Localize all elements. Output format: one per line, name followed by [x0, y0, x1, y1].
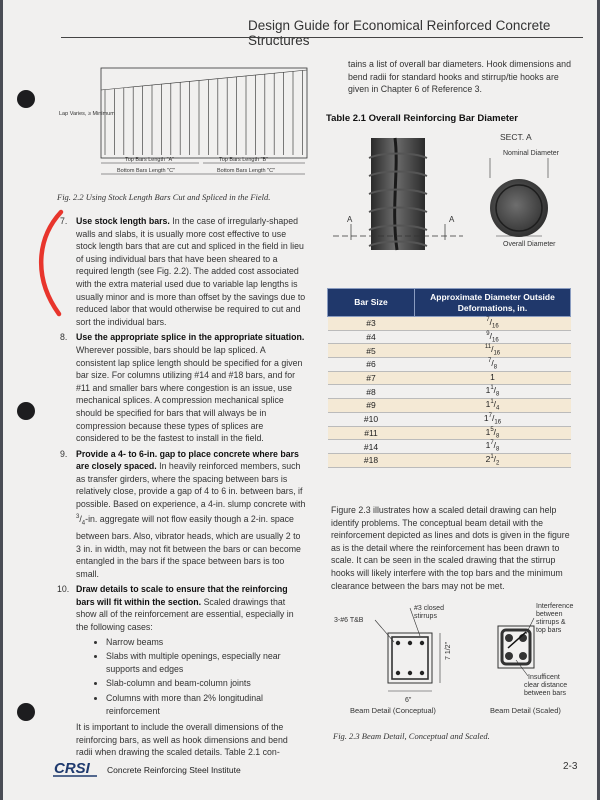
- interference-label-2: between: [536, 611, 563, 618]
- section-marker-a-right: A: [449, 215, 455, 224]
- rebar-illustration: [333, 128, 583, 260]
- list-item-10: 10. Draw details to scale to ensure that the reinforcing bars will fit within the section. Scaled drawings that show all of the reinforcement are essential, especially in the following cases: • Narrow beams • Slabs with multiple openings, especially near supports and edges • Slab-column and beam-column joints • Columns with more than 2% longitudinal reinforcement It is important to include the overall dimensions of the reinforcing bars, as well as hook dimensions and bend radii when drawing the scaled details. Table 2.1 con-: [60, 583, 306, 759]
- lap-label: Lap Varies, ≥ Minimum: [59, 111, 115, 117]
- binder-hole: [17, 703, 35, 721]
- table-row: [328, 412, 571, 426]
- sect-a-label: SECT. A: [500, 132, 532, 142]
- diameter-cell: $^7/_8$: [415, 358, 571, 372]
- bar-size-cell: #10: [328, 412, 415, 426]
- closing-paragraph: It is important to include the overall dimensions of the reinforcing bars, as well as hook dimensions and bend radii when drawing the scaled details. Table 2.1 con-: [76, 722, 288, 758]
- bottom-bars-c-right: Bottom Bars Length "C": [217, 168, 276, 174]
- insufficient-label-1: Insufficent: [528, 674, 560, 681]
- overall-diameter-label: Overall Diameter: [503, 241, 556, 248]
- diameter-cell: $2^1/_2$: [415, 453, 571, 467]
- col-header-bar-size: Bar Size: [328, 289, 415, 317]
- bar-size-cell: #8: [328, 385, 415, 399]
- bullet-item: • Slabs with multiple openings, especially near supports and edges: [106, 650, 306, 675]
- diameter-cell: $^9/_{16}$: [415, 330, 571, 344]
- header-rule: [61, 37, 583, 38]
- fig-2-3-diagram: [328, 598, 590, 718]
- bar-size-cell: #5: [328, 344, 415, 358]
- bar-size-cell: #9: [328, 399, 415, 413]
- col-header-diameter: Approximate Diameter Outside Deformations, in.: [415, 289, 571, 317]
- crsi-logo: [53, 758, 101, 778]
- fig-2-3-caption: Fig. 2.3 Beam Detail, Conceptual and Scaled.: [333, 731, 490, 741]
- diameter-cell: $1^5/_8$: [415, 426, 571, 440]
- interference-label-3: stirrups &: [536, 619, 566, 626]
- binder-hole: [17, 90, 35, 108]
- diameter-cell: $^{11}/_{16}$: [415, 344, 571, 358]
- binder-hole: [17, 402, 35, 420]
- table-row: [328, 440, 571, 454]
- diameter-cell: $1^7/_8$: [415, 440, 571, 454]
- bar-size-cell: #6: [328, 358, 415, 372]
- insufficient-label-3: between bars: [524, 690, 567, 697]
- diameter-cell: $1^7/_{16}$: [415, 412, 571, 426]
- bar-size-cell: #18: [328, 453, 415, 467]
- bar-size-cell: #4: [328, 330, 415, 344]
- bar-size-cell: #14: [328, 440, 415, 454]
- beam-detail-scaled-label: Beam Detail (Scaled): [490, 706, 561, 715]
- height-dimension: 7 1/2": [445, 641, 452, 660]
- bullet-item: • Columns with more than 2% longitudinal reinforcement: [106, 692, 306, 717]
- list-item-9: 9. Provide a 4- to 6-in. gap to place concrete where bars are closely spaced. In heavily reinforced members, such as transfer girders, where the spacing between bars is relatively close, provide a gap of 4 to 6 in. between bars, if possible. Based on experience, a 4-in. slump concrete with $^3/_4-in$. aggregate will not flow easily though a 2-in. space between bars. Also, vibrator heads, which are usually 2 to 3 in. in width, may not fit between the bars or can become entangled in the bars if the space between bars is too small.: [60, 448, 306, 579]
- table-row: [328, 371, 571, 385]
- interference-label-1: Interference: [536, 603, 574, 610]
- right-paragraph: Figure 2.3 illustrates how a scaled detail drawing can help identify problems. The conceptual beam detail with the reinforcement depicted as lines and dots is given in the figure as is the detail where the reinforcement has been drawn to scale. It can be seen in the scaled drawing that the stirrup hooks will likely interfere with the top bars and the minimum clearance between the bars may not be met.: [331, 505, 570, 591]
- interference-label-4: top bars: [536, 627, 562, 634]
- bar-diameter-table: [327, 288, 571, 468]
- bullet-item: • Narrow beams: [106, 636, 306, 649]
- stirrups-label-line1: #3 closed: [414, 605, 444, 612]
- bar-cross-section: [490, 179, 548, 237]
- list-item-8: 8. Use the appropriate splice in the appropriate situation. Wherever possible, bars should be lap spliced. A consistent lap splice length should be specified for a given bar size. For columns utilizing #14 and #18 bars, and for #11 and smaller bars where congestion is an issue, use mechanical splices. A compression mechanical splice should be specified for bars that will always be in compression because these types of splices are considered to be the fastest to install in the field.: [60, 332, 305, 444]
- diameter-cell: $^7/_{16}$: [415, 317, 571, 331]
- diameter-cell: $1^1/_8$: [415, 385, 571, 399]
- bottom-bars-c-left: Bottom Bars Length "C": [117, 168, 176, 174]
- table-row: [328, 453, 571, 467]
- page-header: Design Guide for Economical Reinforced Concrete Structures: [248, 18, 551, 48]
- width-dimension: 6": [405, 697, 412, 704]
- table-row: [328, 385, 571, 399]
- bullet-item: • Slab-column and beam-column joints: [106, 677, 306, 690]
- svg-text:CRSI: CRSI: [54, 760, 90, 777]
- stirrups-label-line2: stirrups: [414, 613, 437, 620]
- table-title: Table 2.1 Overall Reinforcing Bar Diameter: [326, 113, 519, 124]
- bar-size-cell: #11: [328, 426, 415, 440]
- top-bottom-bars-label: 3-#6 T&B: [334, 617, 364, 624]
- table-row: [328, 330, 571, 344]
- bullet-list: [76, 636, 306, 718]
- fig-2-2-caption: Fig. 2.2 Using Stock Length Bars Cut and Spliced in the Field.: [57, 192, 271, 202]
- footer-org: Concrete Reinforcing Steel Institute: [107, 765, 241, 775]
- bar-size-cell: #7: [328, 371, 415, 385]
- list-item-7: 7. Use stock length bars. In the case of irregularly-shaped walls and slabs, it is usually more cost effective to use stock length bars that are cut and spliced in the field in lieu of using individual bars that have been sheared to a required length (see Fig. 2.2). The added cost associated with the extra material used due to variable lap lengths is usually minor and is more than offset by the savings due to reduced labor that would otherwise be required to cut and sort the individual bars.: [60, 216, 306, 327]
- diameter-cell: 1: [415, 371, 571, 385]
- table-row: [328, 317, 571, 331]
- bar-size-cell: #3: [328, 317, 415, 331]
- page-number: 2-3: [563, 761, 578, 772]
- insufficient-label-2: clear distance: [524, 682, 568, 689]
- table-row: [328, 399, 571, 413]
- table-row: [328, 344, 571, 358]
- section-marker-a-left: A: [347, 215, 353, 224]
- left-column: [57, 215, 306, 762]
- diameter-cell: $1^1/_4$: [415, 399, 571, 413]
- top-bars-a: Top Bars Length "A": [125, 157, 175, 163]
- nominal-diameter-label: Nominal Diameter: [503, 150, 560, 157]
- top-bars-b: Top Bars Length "B": [219, 157, 269, 163]
- document-page: [3, 0, 597, 800]
- table-row: [328, 358, 571, 372]
- fig-2-2-diagram: [47, 60, 317, 185]
- right-top-text: tains a list of overall bar diameters. Hook dimensions and bend radii for standard hooks and stirrup/tie hooks are given in Chapter 6 of Reference 3.: [348, 59, 571, 95]
- beam-detail-conceptual-label: Beam Detail (Conceptual): [350, 706, 436, 715]
- table-row: [328, 426, 571, 440]
